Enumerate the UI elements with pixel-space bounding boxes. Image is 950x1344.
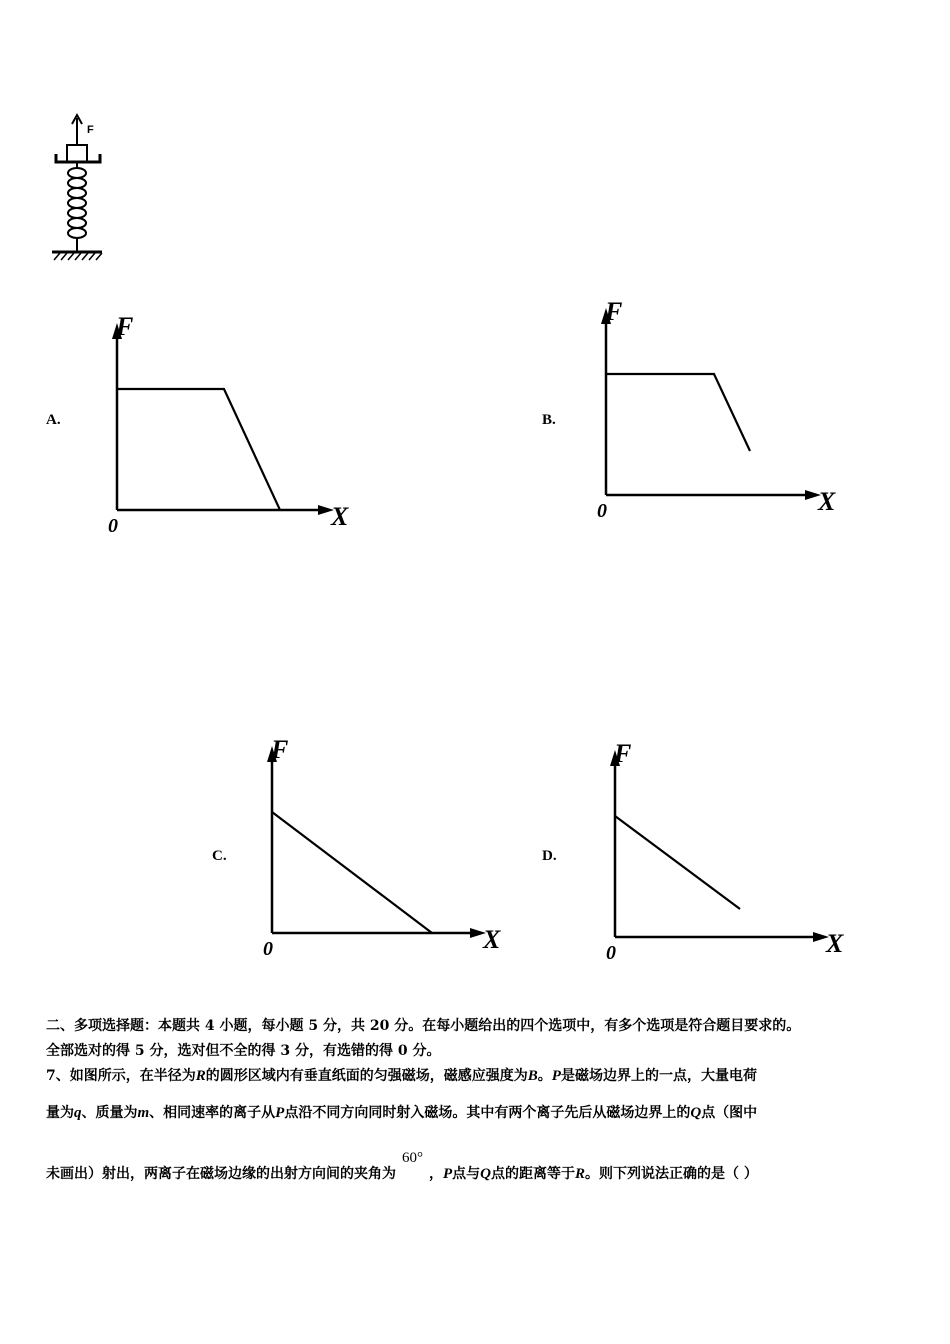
var-p: P: [443, 1166, 453, 1182]
origin-label: 0: [263, 938, 273, 960]
angle-value: 60°: [402, 1150, 423, 1166]
y-axis-label: F: [271, 735, 289, 764]
question-7-line-2: 量为q、质量为m、相同速率的离子从P点沿不同方向同时射入磁场。其中有两个离子先后从磁场边界上的Q点（图中: [46, 1105, 758, 1121]
origin-label: 0: [597, 500, 607, 522]
var-r: R: [195, 1068, 206, 1084]
force-curve: [615, 816, 740, 909]
var-p: P: [551, 1068, 561, 1084]
graph-c: [255, 728, 520, 963]
x-axis-label: X: [818, 487, 836, 516]
var-q: q: [74, 1105, 82, 1121]
force-label: F: [87, 124, 94, 136]
force-curve: [272, 812, 432, 933]
option-c-label: C.: [212, 848, 227, 864]
var-m: m: [137, 1105, 150, 1121]
spring-figure: [40, 110, 120, 270]
x-axis-label: X: [826, 929, 844, 958]
force-curve: [117, 389, 280, 510]
section-instructions-line-2: 全部选对的得 5 分，选对但不全的得 3 分，有选错的得 0 分。: [46, 1043, 441, 1059]
section-instructions-line-1: 二、多项选择题：本题共 4 小题，每小题 5 分，共 20 分。在每小题给出的四个选项中，有多个选项是符合题目要求的。: [46, 1018, 801, 1034]
graph-b: [590, 290, 855, 525]
question-7-line-1: 7、如图所示，在半径为R的圆形区域内有垂直纸面的匀强磁场，磁感应强度为B。P是磁场边界上的一点，大量电荷: [46, 1068, 757, 1084]
option-b-label: B.: [542, 412, 556, 428]
var-q-point: Q: [690, 1105, 702, 1121]
var-q-point: Q: [480, 1166, 492, 1182]
y-axis-label: F: [605, 297, 623, 326]
option-d-label: D.: [542, 848, 557, 864]
force-curve: [606, 374, 750, 451]
option-a-label: A.: [46, 412, 61, 428]
x-axis-label: X: [483, 925, 501, 954]
graph-a: [100, 305, 365, 540]
y-axis-label: F: [116, 312, 134, 341]
x-axis-label: X: [331, 502, 349, 531]
origin-label: 0: [606, 942, 616, 964]
var-b: B: [527, 1068, 538, 1084]
graph-d: [598, 732, 863, 967]
var-r: R: [575, 1166, 586, 1182]
var-p: P: [275, 1105, 285, 1121]
question-7-line-3: 未画出）射出，两离子在磁场边缘的出射方向间的夹角为60°，P点与Q点的距离等于R。则下列说法正确的是（ ）: [46, 1150, 758, 1182]
origin-label: 0: [108, 515, 118, 537]
y-axis-label: F: [614, 739, 632, 768]
